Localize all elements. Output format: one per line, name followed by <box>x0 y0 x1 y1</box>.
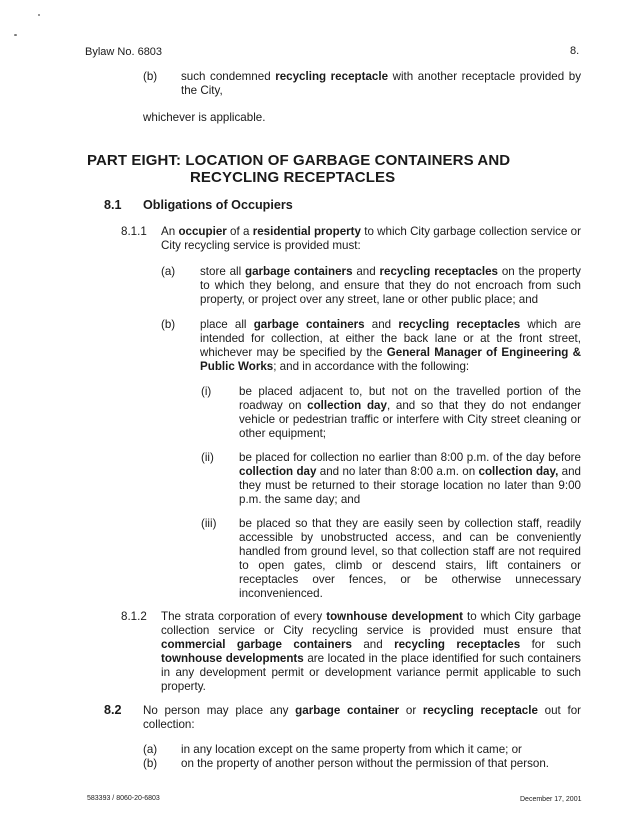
defined-term: recycling receptacles <box>394 638 521 651</box>
section-text: No person may place any garbage container or recycling receptacle out for collection: <box>143 704 581 731</box>
defined-term: townhouse developments <box>161 652 304 665</box>
clause-a-text: in any location except on the same property from which it came; or <box>181 743 522 756</box>
subsection-number: 8.1.1 <box>121 225 147 238</box>
subclause-ii-label: (ii) <box>201 451 214 464</box>
clause-a-label: (a) <box>161 265 176 278</box>
defined-term: General Manager of Engineering & Public Works <box>200 346 581 373</box>
defined-term: townhouse development <box>326 610 463 623</box>
defined-term: occupier <box>178 225 227 238</box>
defined-term: recycling receptacle <box>422 704 538 717</box>
subclause-i-label: (i) <box>201 385 212 398</box>
clause-b-label: (b) <box>143 757 158 770</box>
footer-document-id: 583393 / 8060-20-6803 <box>87 795 160 802</box>
prev-item-b-label: (b) <box>143 70 158 83</box>
defined-term: collection day <box>239 465 317 478</box>
defined-term: residential property <box>252 225 361 238</box>
subsection-text: The strata corporation of every townhouse development to which City garbage collection service or City recycling service is provided must ensure that commercial garbage containers and recycling receptacles for such townhouse developments are located in the place identified for such containers in any development permit or development variance permit applicable to such property. <box>161 610 581 693</box>
clause-b-label: (b) <box>161 318 176 331</box>
defined-term: collection day, <box>478 465 559 478</box>
scan-speck <box>38 14 40 16</box>
clause-a-text: store all garbage containers and recycling receptacles on the property to which they belong, and ensure that they do not encroach from such property, or project over any street, lane or other public place; and <box>200 265 581 306</box>
subclause-ii-text: be placed for collection no earlier than 8:00 p.m. of the day before collection day and no later than 8:00 a.m. on collection day, and they must be returned to their storage location no later than 9:00 p.m. the same day; and <box>239 451 581 506</box>
clause-b-text: on the property of another person without the permission of that person. <box>181 757 549 770</box>
defined-term: garbage containers <box>244 265 353 278</box>
footer-date: December 17, 2001 <box>520 796 582 803</box>
section-number: 8.2 <box>104 703 122 717</box>
defined-term: garbage containers <box>253 318 365 331</box>
clause-a-label: (a) <box>143 743 158 756</box>
section-number: 8.1 <box>104 198 122 212</box>
defined-term: commercial garbage containers <box>161 638 352 651</box>
defined-term: recycling receptacle <box>275 70 389 83</box>
defined-term: garbage container <box>295 704 400 717</box>
subclause-iii-text: be placed so that they are easily seen by collection staff, readily accessible by unobstructed access, and can be conveniently handled from ground level, so that collection staff are not required to open gates, climb or descend stairs, lift containers or receptacles over fences, or be otherwise unnecessary inconvenienced. <box>239 517 581 600</box>
whichever-line: whichever is applicable. <box>143 111 266 124</box>
subsection-number: 8.1.2 <box>121 610 147 623</box>
defined-term: collection day <box>307 399 387 412</box>
subclause-iii-label: (iii) <box>201 517 217 530</box>
scan-speck <box>14 34 17 36</box>
defined-term: recycling receptacles <box>379 265 499 278</box>
section-title: Obligations of Occupiers <box>143 198 293 212</box>
prev-item-b-text: such condemned recycling receptacle with another receptacle provided by the City, <box>181 70 581 97</box>
bylaw-number: Bylaw No. 6803 <box>85 46 163 58</box>
defined-term: recycling receptacles <box>398 318 521 331</box>
clause-b-text: place all garbage containers and recycling receptacles which are intended for collection, at either the back lane or at the front street, whichever may be specified by the General Manager of Engineering & Public Works; and in accordance with the following: <box>200 318 581 373</box>
part-heading-line2: RECYCLING RECEPTACLES <box>190 169 396 186</box>
subsection-text: An occupier of a residential property to which City garbage collection service or City recycling service is provided must: <box>161 225 581 252</box>
subclause-i-text: be placed adjacent to, but not on the travelled portion of the roadway on collection day, and so that they do not endanger vehicle or pedestrian traffic or interfere with City street cleaning or other equipment; <box>239 385 581 440</box>
part-heading-line1: PART EIGHT: LOCATION OF GARBAGE CONTAINERS AND <box>87 152 511 169</box>
page-number: 8. <box>570 45 580 57</box>
